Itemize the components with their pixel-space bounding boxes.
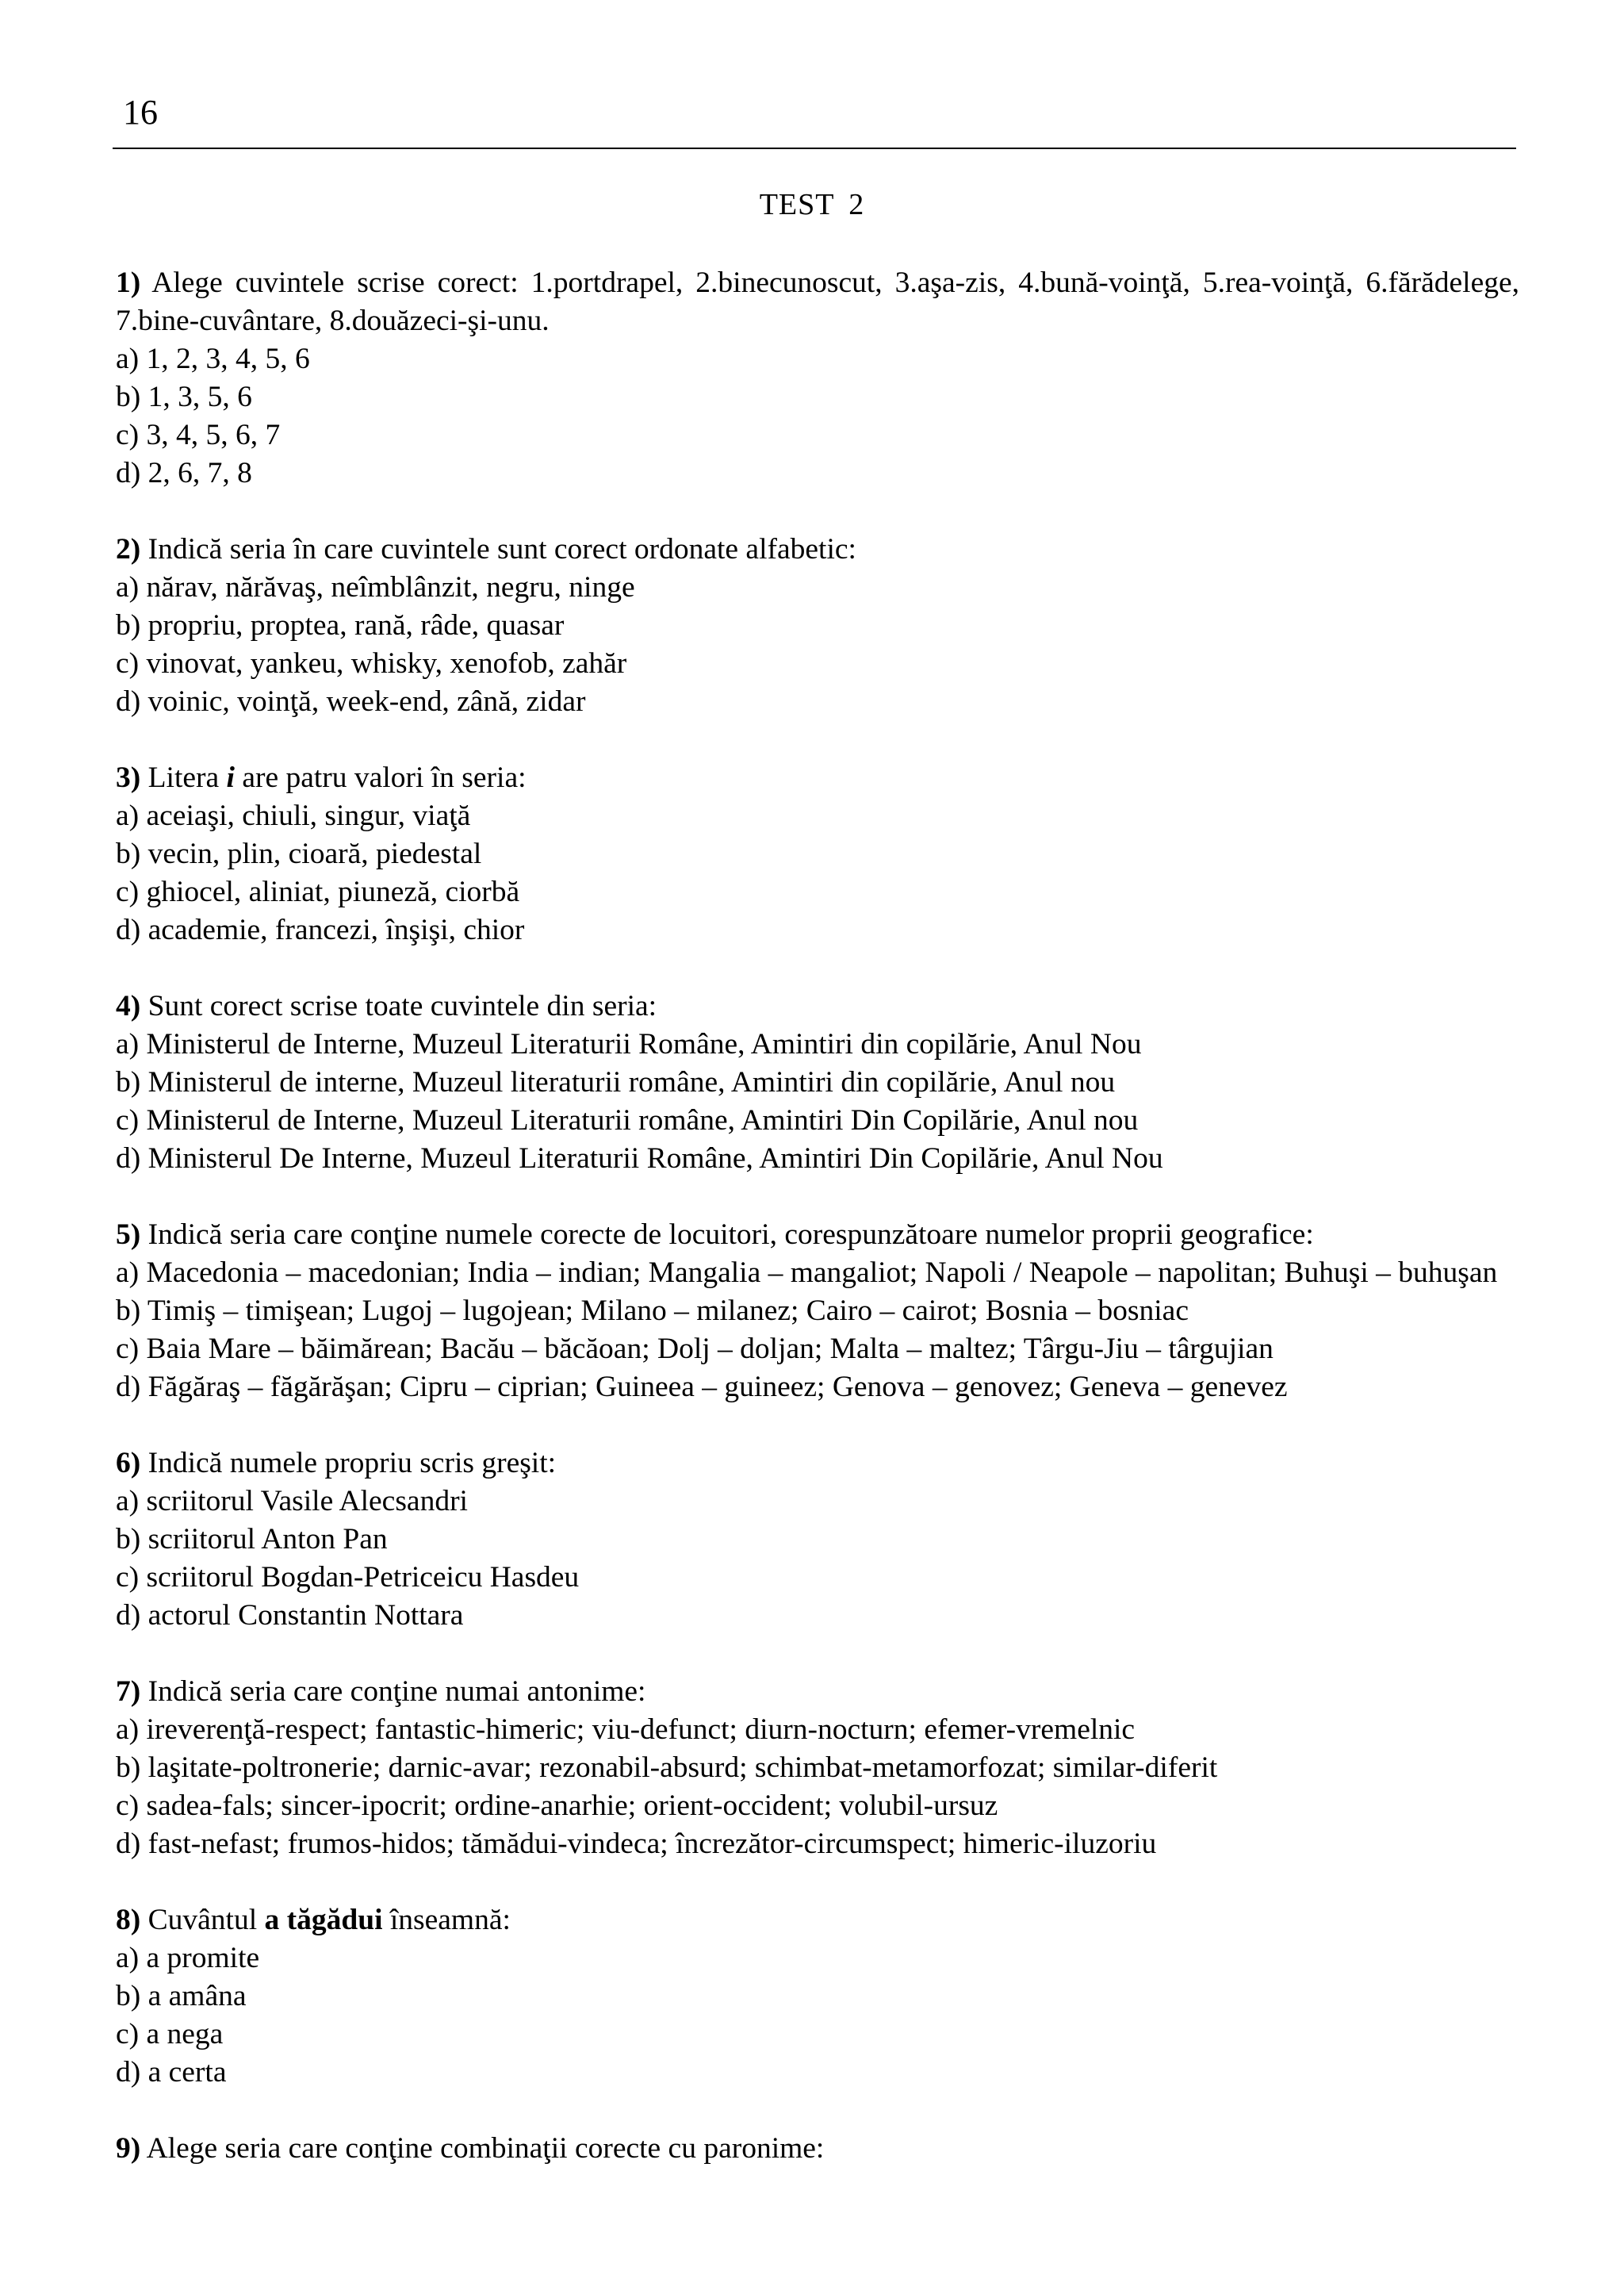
question-text: Indică seria în care cuvintele sunt corect ordonate alfabetic: [147, 533, 856, 566]
option-a: a) aceiaşi, chiuli, singur, viaţă [116, 800, 471, 832]
option-b: b) laşitate-poltronerie; darnic-avar; rezonabil-absurd; schimbat-metamorfozat; similar-diferit [116, 1751, 1218, 1784]
option-c: c) Baia Mare – băimărean; Bacău – băcăoan; Dolj – doljan; Malta – maltez; Târgu-Jiu – târgujian [116, 1333, 1274, 1365]
question-text: Indică numele propriu scris greşit: [147, 1447, 557, 1479]
question-stem [116, 1673, 1519, 1711]
question-6 [116, 1444, 1519, 1635]
question-text: Alege seria care conţine combinaţii corecte cu paronime: [146, 2132, 825, 2165]
question-stem [116, 1444, 1519, 1483]
question-text-after: are patru valori în seria: [234, 761, 527, 794]
question-text-before: Cuvântul [147, 1904, 265, 1936]
question-number: 3) [116, 761, 141, 794]
question-8 [116, 1901, 1519, 2092]
question-stem [116, 759, 1519, 797]
option-a: a) 1, 2, 3, 4, 5, 6 [116, 343, 310, 375]
question-number: 7) [116, 1675, 141, 1708]
option-b: b) Ministerul de interne, Muzeul literaturii române, Amintiri din copilărie, Anul nou [116, 1066, 1116, 1099]
question-keyword: a tăgădui [264, 1904, 383, 1936]
option-b: b) vecin, plin, cioară, piedestal [116, 838, 482, 870]
question-4 [116, 988, 1519, 1178]
question-number: 5) [116, 1218, 141, 1251]
header-rule [113, 148, 1516, 149]
question-keyword: i [226, 761, 235, 794]
question-text: Indică seria care conţine numai antonime: [147, 1675, 646, 1708]
question-number: 6) [116, 1447, 141, 1479]
question-list [116, 264, 1519, 2168]
question-text: Sunt corect scrise toate cuvintele din seria: [147, 990, 657, 1022]
question-5 [116, 1216, 1519, 1406]
option-a: a) Ministerul de Interne, Muzeul Literaturii Române, Amintiri din copilărie, Anul Nou [116, 1028, 1142, 1061]
option-d: d) voinic, voinţă, week-end, zână, zidar [116, 685, 586, 718]
question-stem [116, 988, 1519, 1026]
option-c: c) Ministerul de Interne, Muzeul Literaturii române, Amintiri Din Copilărie, Anul nou [116, 1104, 1139, 1137]
question-stem [116, 1216, 1519, 1254]
option-c: c) sadea-fals; sincer-ipocrit; ordine-anarhie; orient-occident; volubil-ursuz [116, 1789, 998, 1822]
option-c: c) vinovat, yankeu, whisky, xenofob, zahăr [116, 647, 627, 680]
option-a: a) ireverenţă-respect; fantastic-himeric; viu-defunct; diurn-nocturn; efemer-vremelnic [116, 1713, 1136, 1746]
question-number: 8) [116, 1904, 141, 1936]
question-text: Indică seria care conţine numele corecte de locuitori, corespunzătoare numelor proprii geografice: [147, 1218, 1314, 1251]
option-b: b) Timiş – timişean; Lugoj – lugojean; Milano – milanez; Cairo – cairot; Bosnia – bosniac [116, 1295, 1189, 1327]
option-d: d) 2, 6, 7, 8 [116, 457, 252, 489]
question-text-after: înseamnă: [382, 1904, 511, 1936]
question-7 [116, 1673, 1519, 1863]
question-number: 1) [116, 267, 141, 299]
question-number: 9) [116, 2132, 141, 2165]
question-9 [116, 2130, 1519, 2168]
page-number: 16 [123, 93, 158, 132]
option-a: a) scriitorul Vasile Alecsandri [116, 1485, 468, 1517]
option-c: c) a nega [116, 2018, 224, 2050]
option-b: b) 1, 3, 5, 6 [116, 381, 252, 413]
option-d: d) fast-nefast; frumos-hidos; tămădui-vindeca; încrezător-circumspect; himeric-iluzoriu [116, 1828, 1157, 1860]
option-c: c) ghiocel, aliniat, piuneză, ciorbă [116, 876, 520, 908]
option-b: b) propriu, proptea, rană, râde, quasar [116, 609, 565, 642]
question-stem [116, 264, 1519, 340]
question-stem [116, 531, 1519, 569]
option-c: c) scriitorul Bogdan-Petriceicu Hasdeu [116, 1561, 580, 1594]
option-d: d) Ministerul De Interne, Muzeul Literaturii Române, Amintiri Din Copilărie, Anul Nou [116, 1142, 1163, 1175]
question-3 [116, 759, 1519, 949]
test-title: TEST 2 [759, 188, 865, 221]
question-2 [116, 531, 1519, 721]
question-stem [116, 1901, 1519, 1939]
option-d: d) actorul Constantin Nottara [116, 1599, 464, 1632]
question-1 [116, 264, 1519, 493]
question-number: 4) [116, 990, 141, 1022]
option-d: d) Făgăraş – făgărăşan; Cipru – ciprian; Guineea – guineez; Genova – genovez; Geneva – genevez [116, 1371, 1288, 1403]
option-a: a) a promite [116, 1942, 260, 1974]
option-d: d) a certa [116, 2056, 227, 2089]
question-text: Alege cuvintele scrise corect: 1.portdrapel, 2.binecunoscut, 3.aşa-zis, 4.bună-voinţă, 5.rea-voinţă, 6.fărădelege, 7.bine-cuvântare, 8.douăzeci-şi-unu. [116, 267, 1519, 337]
option-a: a) Macedonia – macedonian; India – indian; Mangalia – mangaliot; Napoli / Neapole – napolitan; Buhuşi – buhuşan [116, 1256, 1498, 1289]
option-b: b) a amâna [116, 1980, 247, 2012]
option-a: a) nărav, nărăvaş, neîmblânzit, negru, ninge [116, 571, 635, 604]
option-b: b) scriitorul Anton Pan [116, 1523, 388, 1555]
question-text-before: Litera [147, 761, 227, 794]
option-d: d) academie, francezi, înşişi, chior [116, 914, 525, 946]
question-number: 2) [116, 533, 141, 566]
question-stem [116, 2130, 1519, 2168]
option-c: c) 3, 4, 5, 6, 7 [116, 419, 281, 451]
